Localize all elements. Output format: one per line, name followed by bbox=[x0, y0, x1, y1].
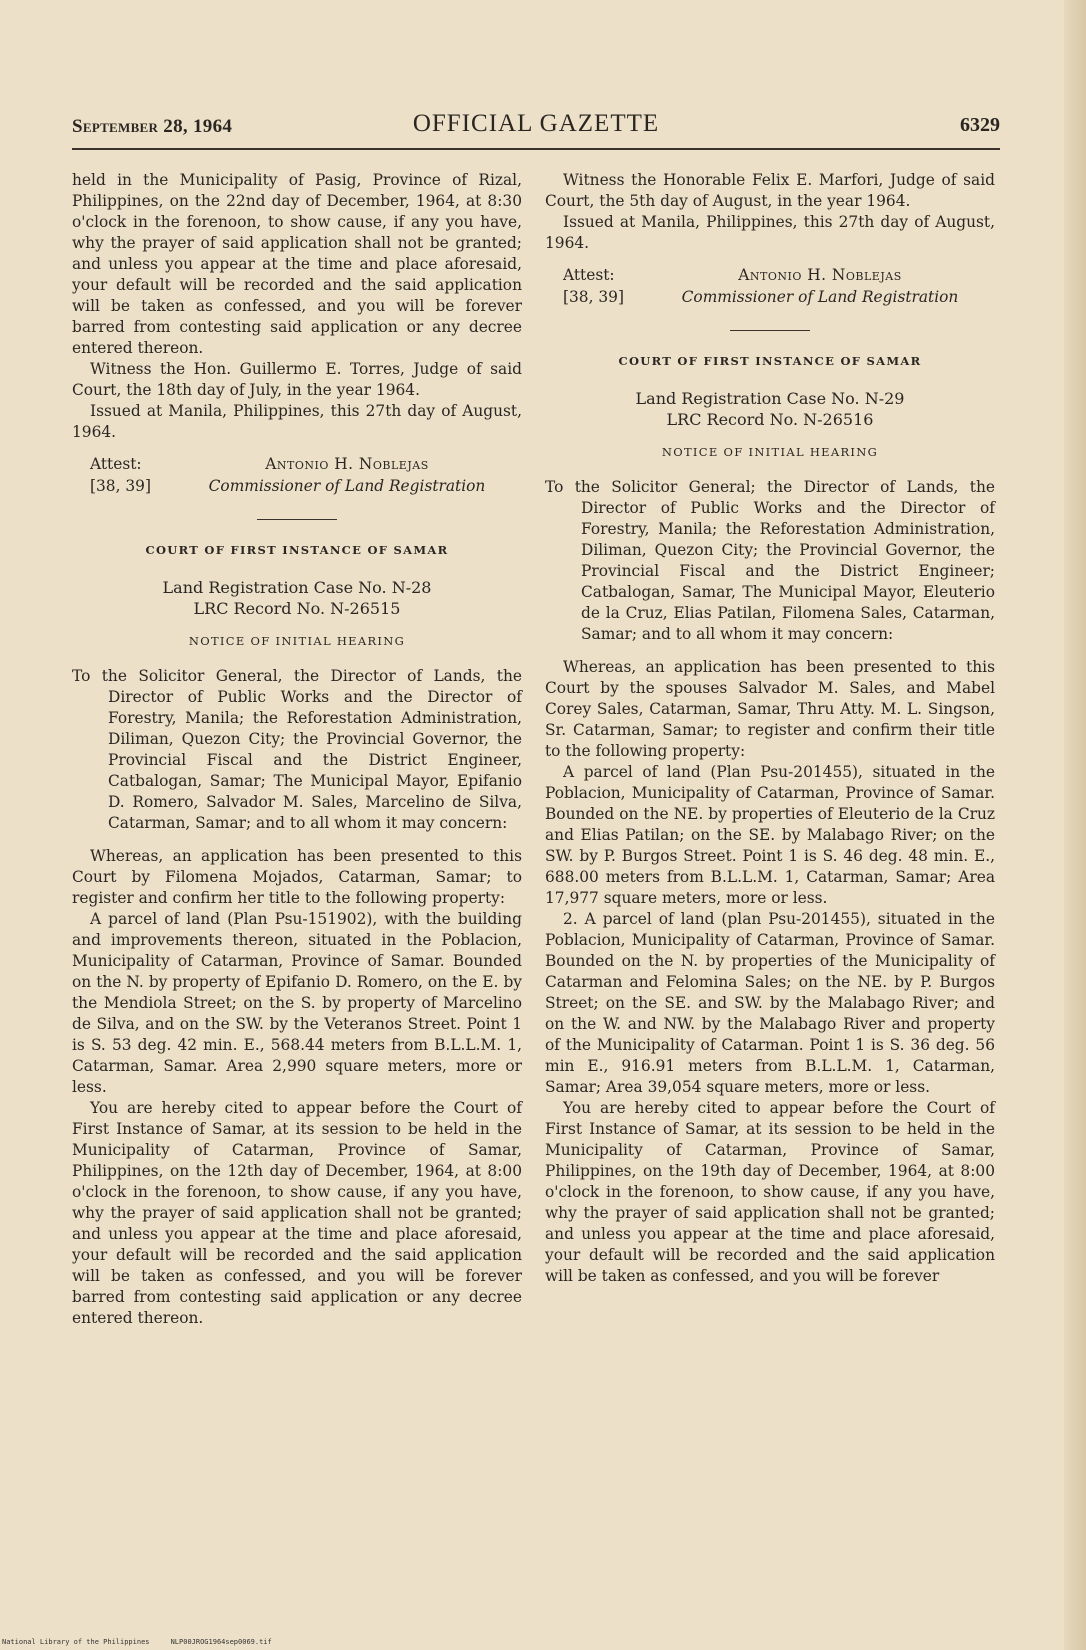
attest-label: Attest: bbox=[90, 455, 142, 473]
header-rule bbox=[72, 148, 1000, 150]
right-column bbox=[545, 170, 995, 1287]
lrc-record-number: LRC Record No. N-26515 bbox=[193, 599, 401, 618]
page-header bbox=[72, 110, 1000, 146]
left-paragraph: held in the Municipality of Pasig, Province of Rizal, Philippines, on the 22nd day of December, 1964, at 8:30 o'clock in the forenoon, to show cause, if any you have, why the prayer of said application shall not be granted; and unless you appear at the time and place aforesaid, your default will be recorded and the said application will be taken as confessed, and you will be forever barred from contesting said application or any decree entered thereon. bbox=[72, 171, 522, 357]
left-parcel-paragraph: A parcel of land (Plan Psu-151902), with the building and improvements thereon, situated in the Poblacion, Municipality of Catarman, Province of Samar. Bounded on the N. by property of Epifanio D. Romero, on the E. by the Mendiola Street; on the S. by property of Marcelino de Silva, and on the SW. by the Veteranos Street. Point 1 is S. 53 deg. 42 min. E., 568.44 meters from B.L.L.M. 1, Catarman, Samar. Area 2,990 square meters, more or less. bbox=[72, 910, 522, 1096]
section-divider bbox=[730, 330, 810, 331]
attest-office: Commissioner of Land Registration bbox=[681, 288, 959, 306]
addressees: To the Solicitor General; the Director of Lands, the Director of Public Works and the Director of Forestry, Manila; the Reforestation Administration, Diliman, Quezon City; the Provincial Governor, the Provincial Fiscal and the District Engineer; Catbalogan, Samar, The Municipal Mayor, Eleuterio de la Cruz, Elias Patilan, Filomena Sales, Catarman, Samar; and to all whom it may concern: bbox=[545, 478, 995, 643]
right-whereas-paragraph: Whereas, an application has been presented to this Court by the spouses Salvador M. Sales, and Mabel Corey Sales, Catarman, Samar, Thru Atty. M. L. Singson, Sr. Catarman, Samar; to register and confirm their title to the following property: bbox=[545, 658, 995, 760]
right-parcel-2-paragraph: 2. A parcel of land (plan Psu-201455), situated in the Poblacion, Municipality of Catarman, Province of Samar. Bounded on the N. by properties of the Municipality of Catarman and Felomina Sales; on the NE. by P. Burgos Street; on the SE. and SW. by the Malabago River; and on the W. and NW. by the Malabago River and property of the Municipality of Catarman. Point 1 is S. 36 deg. 56 min E., 916.91 meters from B.L.L.M. 1, Catarman, Samar; Area 39,054 square meters, more or less. bbox=[545, 910, 995, 1096]
scan-footer bbox=[2, 1638, 272, 1646]
lrc-record-number: LRC Record No. N-26516 bbox=[666, 410, 874, 429]
header-date: September 28, 1964 bbox=[72, 116, 233, 137]
section-divider bbox=[257, 519, 337, 520]
attest-reference: [38, 39] bbox=[90, 477, 151, 495]
case-number: Land Registration Case No. N-28 bbox=[162, 578, 432, 597]
right-attest-block bbox=[545, 264, 995, 308]
left-attest-block bbox=[72, 453, 522, 497]
attest-label: Attest: bbox=[563, 266, 615, 284]
left-issued-paragraph: Issued at Manila, Philippines, this 27th day of August, 1964. bbox=[72, 402, 522, 441]
court-heading: COURT OF FIRST INSTANCE OF SAMAR bbox=[145, 543, 449, 557]
attest-reference: [38, 39] bbox=[563, 288, 624, 306]
left-whereas-paragraph: Whereas, an application has been presented to this Court by Filomena Mojados, Catarman, Samar; to register and confirm her title to the following property: bbox=[72, 847, 522, 907]
court-heading: COURT OF FIRST INSTANCE OF SAMAR bbox=[618, 354, 922, 368]
page-edge bbox=[1064, 0, 1086, 1650]
footer-library: National Library of the Philippines bbox=[2, 1638, 150, 1646]
attest-name: Antonio H. Noblejas bbox=[738, 266, 902, 284]
right-cited-paragraph: You are hereby cited to appear before the Court of First Instance of Samar, at its session to be held in the Municipality of Catarman, Province of Samar, Philippines, on the 19th day of December, 1964, at 8:00 o'clock in the forenoon, to show cause, if any you have, why the prayer of said application shall not be granted; and unless you appear at the time and place aforesaid, your default will be recorded and the said application will be taken as confessed, and you will be forever bbox=[545, 1099, 995, 1285]
right-issued-paragraph: Issued at Manila, Philippines, this 27th day of August, 1964. bbox=[545, 213, 995, 252]
notice-heading: NOTICE OF INITIAL HEARING bbox=[661, 445, 879, 459]
left-cited-paragraph: You are hereby cited to appear before the Court of First Instance of Samar, at its session to be held in the Municipality of Catarman, Province of Samar, Philippines, on the 12th day of December, 1964, at 8:00 o'clock in the forenoon, to show cause, if any you have, why the prayer of said application shall not be granted; and unless you appear at the time and place aforesaid, your default will be recorded and the said application will be taken as confessed, and you will be forever barred from contesting said application or any decree entered thereon. bbox=[72, 1099, 522, 1327]
addressees: To the Solicitor General, the Director of Lands, the Director of Public Works and the Director of Forestry, Manila; the Reforestation Administration, Diliman, Quezon City; the Provincial Governor, the Provincial Fiscal and the District Engineer, Catbalogan, Samar; The Municipal Mayor, Epifanio D. Romero, Salvador M. Sales, Marcelino de Silva, Catarman, Samar; and to all whom it may concern: bbox=[72, 667, 522, 832]
footer-file: NLP00JROG1964sep0069.tif bbox=[170, 1638, 272, 1646]
attest-office: Commissioner of Land Registration bbox=[208, 477, 486, 495]
right-witness-paragraph: Witness the Honorable Felix E. Marfori, Judge of said Court, the 5th day of August, in the year 1964. bbox=[545, 171, 995, 210]
left-witness-paragraph: Witness the Hon. Guillermo E. Torres, Judge of said Court, the 18th day of July, in the year 1964. bbox=[72, 360, 522, 399]
right-parcel-paragraph: A parcel of land (Plan Psu-201455), situated in the Poblacion, Municipality of Catarman, Province of Samar. Bounded on the NE. by properties of Eleuterio de la Cruz and Elias Patilan; on the SE. by Malabago River; on the SW. by P. Burgos Street. Point 1 is S. 46 deg. 48 min. E., 688.00 meters from B.L.L.M. 1, Catarman, Samar; Area 17,977 square meters, more or less. bbox=[545, 763, 995, 907]
header-title: OFFICIAL GAZETTE bbox=[412, 110, 660, 137]
notice-heading: NOTICE OF INITIAL HEARING bbox=[188, 634, 406, 648]
attest-name: Antonio H. Noblejas bbox=[265, 455, 429, 473]
left-column bbox=[72, 170, 522, 1329]
header-page-number: 6329 bbox=[960, 114, 1000, 136]
case-number: Land Registration Case No. N-29 bbox=[635, 389, 905, 408]
